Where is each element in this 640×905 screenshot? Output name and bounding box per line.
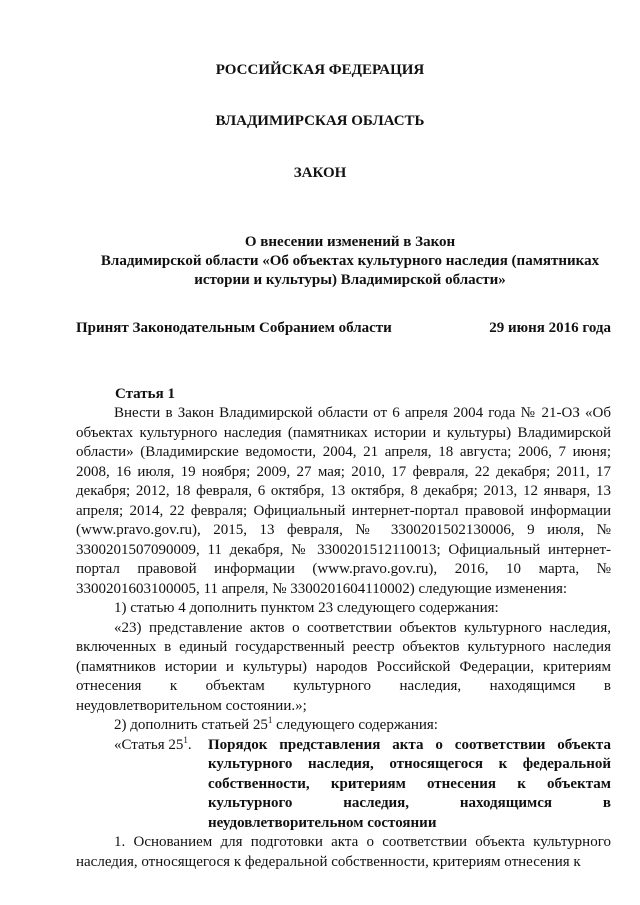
article-25-1-point-1: 1. Основанием для подготовки акта о соответствии объекта культурного наследия, относящегося к федеральной собственности, критериям отнесения к <box>76 834 611 870</box>
article-25-1-label <box>76 736 208 834</box>
article-25-1-label-superscript: 1 <box>183 734 188 745</box>
item-2-text-end: следующего содержания: <box>272 717 438 733</box>
adoption-line <box>76 320 611 337</box>
item-2-superscript: 1 <box>267 715 273 725</box>
item-2-text-start: 2) дополнить статьей 25 <box>114 717 268 733</box>
amendment-item-1-text: «23) представление актов о соответствии объектов культурного наследия, включенных в единый государственный реестр объектов культурного наследия (памятников истории и культуры) народов Российской Федерации, критериям отнесения к объектам культурного наследия, находящимся в неудовлетворительном состоянии.»; <box>76 619 611 714</box>
article-25-1-label-text: «Статья 25 <box>114 736 184 753</box>
law-title-line-2: Владимирской области «Об объектах культурного наследия (памятниках <box>100 253 600 269</box>
adoption-date: 29 июня 2016 года <box>489 320 611 336</box>
article-1-body <box>76 404 611 872</box>
region-heading: ВЛАДИМИРСКАЯ ОБЛАСТЬ <box>215 113 425 129</box>
doc-type-heading: ЗАКОН <box>293 165 347 181</box>
article-25-1-title: Порядок представления акта о соответствии объекта культурного наследия, относящегося к федеральной собственности, критериям отнесения к объектам культурного наследия, находящимся в неудовлетворительном состоянии <box>208 736 611 831</box>
adopted-by: Принят Законодательным Собранием области <box>76 320 392 336</box>
law-title-line-1: О внесении изменений в Закон <box>244 234 456 250</box>
law-title-line-3: истории и культуры) Владимирской области» <box>194 272 506 288</box>
article-1-heading: Статья 1 <box>115 386 175 402</box>
country-heading: РОССИЙСКАЯ ФЕДЕРАЦИЯ <box>215 62 425 78</box>
article-25-1-heading <box>76 736 611 834</box>
amendment-item-2 <box>76 716 611 736</box>
law-title <box>90 233 610 290</box>
article-1-main-paragraph: Внести в Закон Владимирской области от 6 апреля 2004 года № 21-ОЗ «Об объектах культурного наследия (памятниках истории и культуры) Владимирской области» (Владимирские ведомости, 2004, 21 апреля, 18 августа; 2006, 7 июня; 2008, 16 июля, 19 ноября; 2009, 27 мая; 2010, 17 февраля, 22 декабря; 2011, 17 декабря; 2012, 18 февраля, 6 октября, 13 октября, 8 декабря; 2013, 12 января, 13 апреля; 2014, 22 февраля; Официальный интернет-портал правовой информации (www.pravo.gov.ru), 2015, 13 февраля, № 3300201502130006, 9 июля, № 3300201507090009, 11 декабря, № 3300201512110013; Официальный интернет-портал правовой информации (www.pravo.gov.ru), 2016, 10 марта, № 3300201603100005, 11 апреля, № 3300201604110002) следующие изменения: <box>76 405 611 597</box>
article-25-1-label-dot: . <box>187 736 192 753</box>
amendment-item-1: 1) статью 4 дополнить пунктом 23 следующего содержания: <box>114 600 499 616</box>
